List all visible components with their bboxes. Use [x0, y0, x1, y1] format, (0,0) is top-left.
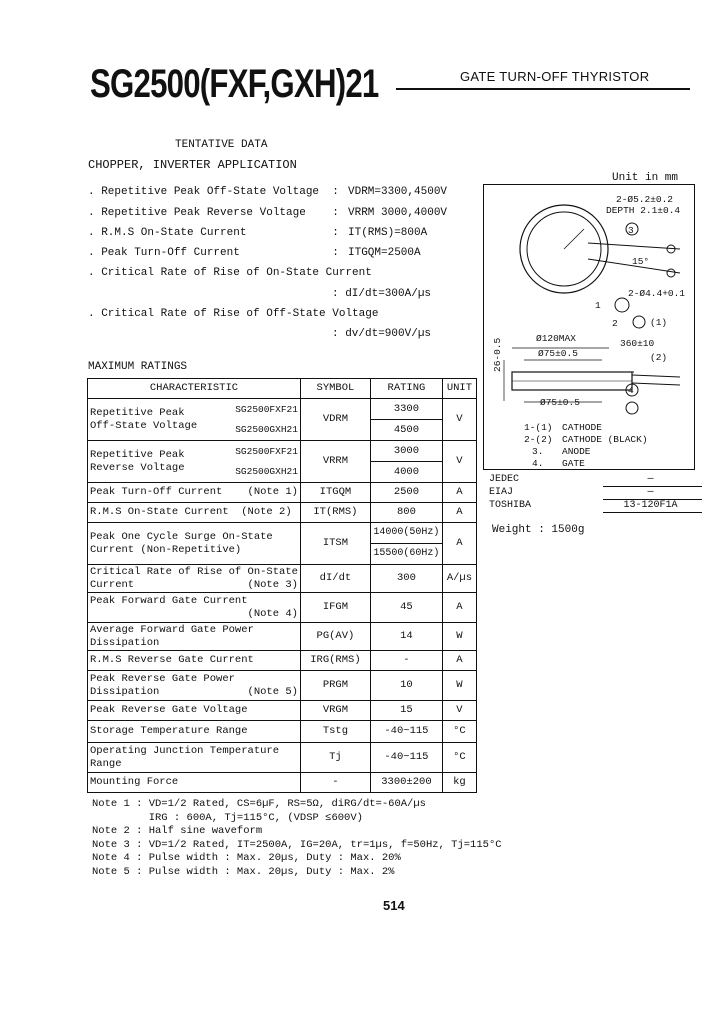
spec-value: VDRM=3300,4500V: [348, 186, 448, 198]
characteristic-cell: Average Forward Gate Power Dissipation: [88, 623, 301, 651]
rating-cell: 15: [370, 701, 442, 721]
rating-cell: 14: [370, 623, 442, 651]
package-std: JEDEC: [489, 474, 520, 486]
spec-label: . Repetitive Peak Reverse Voltage :: [88, 207, 339, 219]
rating-cell: [370, 399, 442, 441]
symbol-cell: PG(AV): [300, 623, 370, 651]
characteristic-cell: [88, 399, 301, 441]
table-row: [88, 523, 477, 565]
symbol-cell: VRRM: [300, 441, 370, 483]
symbol-cell: ITGQM: [300, 483, 370, 503]
char-text: Critical Rate of Rise of On-State Current: [90, 565, 298, 591]
table-row: [88, 593, 477, 623]
unit-cell: °C: [442, 721, 476, 743]
rating-cell: 3300±200: [370, 773, 442, 793]
marker-label: 1: [595, 300, 601, 311]
rating-value: 3300: [371, 399, 442, 420]
note-line: Note 4 : Pulse width : Max. 20µs, Duty : Max. 20%: [92, 852, 401, 865]
note-ref: (Note 3): [247, 578, 298, 591]
variant-label: SG2500GXH21: [235, 465, 298, 477]
char-text: Peak Forward Gate Current: [90, 594, 248, 607]
rating-cell: 45: [370, 593, 442, 623]
symbol-cell: VRGM: [300, 701, 370, 721]
characteristic-cell: [88, 441, 301, 483]
dim-label: 2-Ø5.2±0.2: [616, 194, 674, 205]
variant-label: SG2500FXF21: [235, 445, 298, 457]
title-rule: [396, 88, 690, 90]
package-val: ―: [603, 474, 702, 487]
lead-name: ANODE: [562, 446, 591, 457]
rating-cell: -40~115: [370, 743, 442, 773]
unit-cell: kg: [442, 773, 476, 793]
col-header: CHARACTERISTIC: [88, 379, 301, 399]
unit-cell: A: [442, 651, 476, 671]
table-row: [88, 565, 477, 593]
col-header: RATING: [370, 379, 442, 399]
characteristic-cell: Peak Reverse Gate Voltage: [88, 701, 301, 721]
table-row: [88, 651, 477, 671]
package-val: 13-120F1A: [603, 500, 702, 513]
table-row: [88, 701, 477, 721]
characteristic-cell: R.M.S On-State Current (Note 2): [88, 503, 301, 523]
symbol-cell: -: [300, 773, 370, 793]
symbol-cell: PRGM: [300, 671, 370, 701]
characteristic-cell: Operating Junction Temperature Range: [88, 743, 301, 773]
col-header: UNIT: [442, 379, 476, 399]
spec-label: . Critical Rate of Rise of On-State Current: [88, 267, 372, 279]
rating-value: 3000: [371, 441, 442, 462]
unit-cell: W: [442, 623, 476, 651]
dim-label: 15°: [632, 256, 650, 267]
symbol-cell: Tj: [300, 743, 370, 773]
package-std: TOSHIBA: [489, 500, 532, 511]
spec-value: ITGQM=2500A: [348, 247, 421, 259]
characteristic-cell: [88, 593, 301, 623]
table-row: [88, 441, 477, 483]
marker-label: (1): [650, 317, 668, 328]
unit-cell: V: [442, 701, 476, 721]
note-line: Note 5 : Pulse width : Max. 20µs, Duty : Max. 2%: [92, 865, 395, 878]
weight-label: Weight : 1500g: [492, 524, 585, 536]
variant-list: [235, 442, 298, 482]
lead-name: CATHODE: [562, 422, 602, 433]
table-row: [88, 721, 477, 743]
unit-label: Unit in mm: [612, 172, 679, 184]
tentative-label: TENTATIVE DATA: [175, 139, 268, 151]
variant-list: [235, 400, 298, 440]
symbol-cell: IFGM: [300, 593, 370, 623]
char-text: Repetitive Peak Off-State Voltage: [90, 406, 198, 432]
note-line: Note 1 : VD=1/2 Rated, CS=6µF, RS=5Ω, diRG/dt=-60A/µs: [92, 798, 426, 810]
marker-label: 3: [628, 225, 634, 236]
symbol-cell: VDRM: [300, 399, 370, 441]
table-row: [88, 399, 477, 441]
symbol-cell: IT(RMS): [300, 503, 370, 523]
ratings-title: MAXIMUM RATINGS: [88, 361, 188, 373]
unit-cell: A: [442, 503, 476, 523]
marker-label: (2): [650, 352, 668, 363]
package-table: [489, 474, 702, 513]
table-row: [88, 623, 477, 651]
unit-cell: A: [442, 593, 476, 623]
characteristic-cell: Peak Turn-Off Current (Note 1): [88, 483, 301, 503]
spec-label: . Repetitive Peak Off-State Voltage :: [88, 186, 339, 198]
characteristic-cell: Mounting Force: [88, 773, 301, 793]
table-row: [88, 483, 477, 503]
characteristic-cell: [88, 565, 301, 593]
spec-label: . R.M.S On-State Current :: [88, 227, 339, 239]
characteristic-cell: Storage Temperature Range: [88, 721, 301, 743]
lead-name: CATHODE (BLACK): [562, 434, 648, 445]
note-line: IRG : 600A, Tj=115°C, (VDSP ≤600V): [92, 811, 363, 824]
rating-cell: [370, 441, 442, 483]
dim-label: Ø75±0.5: [540, 397, 580, 408]
table-row: [88, 773, 477, 793]
rating-cell: 10: [370, 671, 442, 701]
table-header-row: [88, 379, 477, 399]
page-number: 514: [383, 898, 405, 913]
unit-cell: W: [442, 671, 476, 701]
dim-label: DEPTH 2.1±0.4: [606, 205, 681, 216]
marker-label: 2: [612, 318, 618, 329]
col-header: SYMBOL: [300, 379, 370, 399]
package-val: ―: [603, 487, 702, 500]
package-std: EIAJ: [489, 487, 514, 498]
characteristic-cell: Peak One Cycle Surge On-State Current (Non-Repetitive): [88, 523, 301, 565]
part-number-title: SG2500(FXF,GXH)21: [90, 62, 379, 106]
rating-value: 4000: [393, 466, 420, 478]
note-line: Note 3 : VD=1/2 Rated, IT=2500A, IG=20A, tr=1µs, f=50Hz, Tj=115°C: [92, 838, 502, 851]
spec-label: . Peak Turn-Off Current :: [88, 247, 339, 259]
dim-label: 2-Ø4.4+0.1: [628, 288, 686, 299]
symbol-cell: IRG(RMS): [300, 651, 370, 671]
characteristic-cell: R.M.S Reverse Gate Current: [88, 651, 301, 671]
package-row: [489, 500, 702, 513]
table-row: [88, 743, 477, 773]
rating-cell: -: [370, 651, 442, 671]
unit-cell: A/µs: [442, 565, 476, 593]
symbol-cell: dI/dt: [300, 565, 370, 593]
notes-block: [92, 798, 502, 880]
dim-label: Ø120MAX: [536, 333, 576, 344]
package-row: [489, 474, 702, 487]
package-row: [489, 487, 702, 500]
rating-value: 4500: [393, 424, 420, 436]
symbol-cell: Tstg: [300, 721, 370, 743]
rating-value: 14000(50Hz): [371, 523, 442, 544]
rating-cell: -40~115: [370, 721, 442, 743]
spec-value: IT(RMS)=800A: [348, 227, 428, 239]
unit-cell: A: [442, 523, 476, 565]
characteristic-cell: [88, 671, 301, 701]
ratings-table: [87, 378, 477, 793]
lead-code: 1-(1): [524, 422, 553, 433]
rating-cell: 2500: [370, 483, 442, 503]
marker-label: 4: [628, 385, 634, 396]
device-type: GATE TURN-OFF THYRISTOR: [460, 69, 650, 84]
dim-label: 360±10: [620, 338, 655, 349]
lead-code: 4.: [532, 458, 544, 469]
spec-value: VRRM 3000,4000V: [348, 207, 448, 219]
dim-label: Ø75±0.5: [538, 348, 578, 359]
rating-value: 15500(60Hz): [373, 548, 440, 559]
char-text: Repetitive Peak Reverse Voltage: [90, 448, 185, 474]
variant-label: SG2500GXH21: [235, 423, 298, 435]
table-row: [88, 503, 477, 523]
symbol-cell: ITSM: [300, 523, 370, 565]
dim-label: 26-0.5: [492, 337, 503, 372]
spec-label: . Critical Rate of Rise of Off-State Voltage: [88, 308, 379, 320]
lead-code: 2-(2): [524, 434, 553, 445]
variant-label: SG2500FXF21: [235, 403, 298, 415]
lead-code: 3.: [532, 446, 544, 457]
unit-cell: A: [442, 483, 476, 503]
char-text: Peak Reverse Gate Power Dissipation: [90, 672, 235, 698]
note-ref: (Note 5): [247, 685, 298, 698]
table-row: [88, 671, 477, 701]
unit-cell: V: [442, 441, 476, 483]
unit-cell: V: [442, 399, 476, 441]
note-ref: (Note 4): [247, 607, 298, 620]
spec-value: : dv/dt=900V/µs: [332, 328, 432, 340]
application-label: CHOPPER, INVERTER APPLICATION: [88, 158, 297, 172]
lead-name: GATE: [562, 458, 585, 469]
rating-cell: 300: [370, 565, 442, 593]
note-line: Note 2 : Half sine waveform: [92, 825, 263, 838]
rating-cell: 800: [370, 503, 442, 523]
spec-value: : dI/dt=300A/µs: [332, 288, 432, 300]
rating-cell: [370, 523, 442, 565]
unit-cell: °C: [442, 743, 476, 773]
